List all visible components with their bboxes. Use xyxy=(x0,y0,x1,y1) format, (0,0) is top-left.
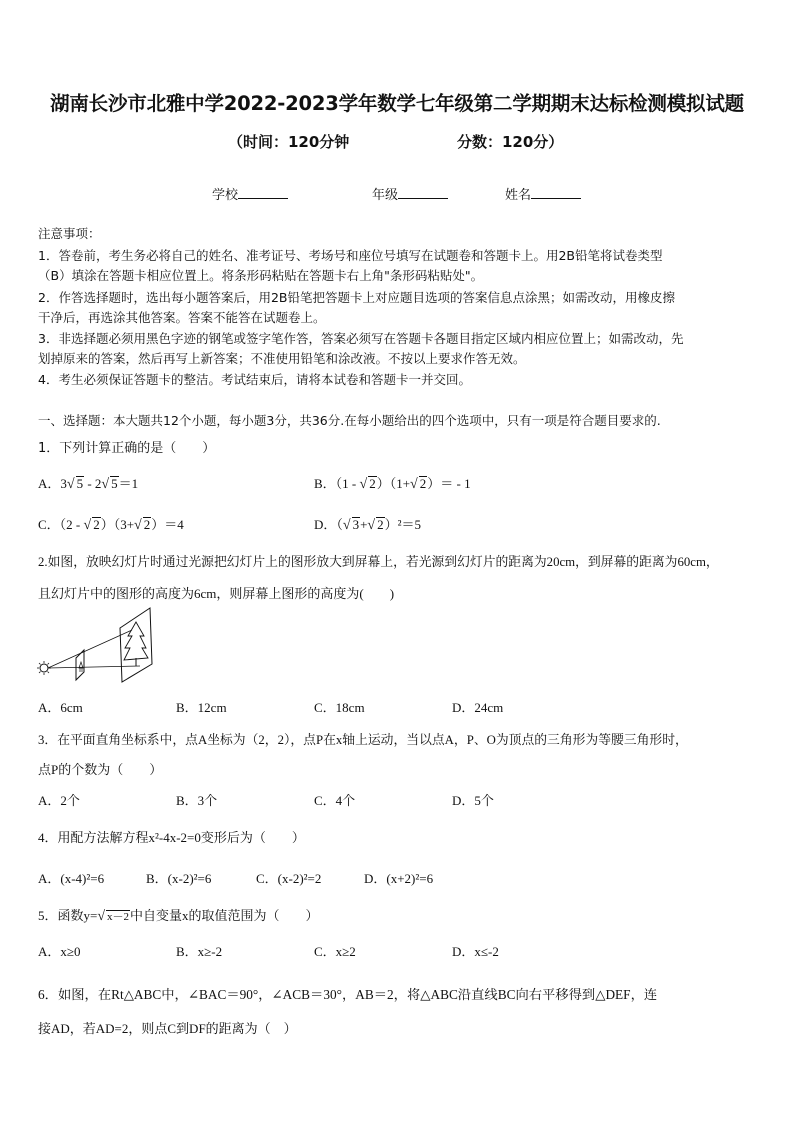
projector-figure xyxy=(36,606,160,684)
question-6-line: 接AD，若AD=2，则点C到DF的距离为（ ） xyxy=(38,1021,297,1036)
q5-option-c[interactable]: C．x≥2 xyxy=(314,944,356,959)
notice-line: 4．考生必须保证答题卡的整洁。考试结束后，请将本试卷和答题卡一并交回。 xyxy=(38,372,471,387)
notice-line: （B）填涂在答题卡相应位置上。将条形码粘贴在答题卡右上角"条形码粘贴处"。 xyxy=(38,268,484,283)
q1-option-c[interactable]: C．（2 - √ 2）（3+√ 2）＝4 xyxy=(38,517,184,533)
q2-option-d[interactable]: D．24cm xyxy=(452,700,504,715)
grade-label: 年级 xyxy=(372,188,399,203)
grade-blank[interactable] xyxy=(398,186,448,199)
name-field[interactable] xyxy=(505,184,581,203)
question-1-stem: 1．下列计算正确的是（ ） xyxy=(38,441,216,456)
question-5-stem: 5．函数y=√ x－2中自变量x的取值范围为（ ） xyxy=(38,908,319,924)
q1-option-a[interactable]: A．3√ 5 - 2√ 5＝1 xyxy=(38,476,139,492)
q5-option-d[interactable]: D．x≤-2 xyxy=(452,944,499,959)
q3-option-b[interactable]: B．3个 xyxy=(176,793,218,808)
exam-time: （时间：120分钟 xyxy=(228,133,350,151)
question-4-stem: 4．用配方法解方程x²-4x-2=0变形后为（ ） xyxy=(38,830,305,845)
q3-option-d[interactable]: D．5个 xyxy=(452,793,494,808)
school-label: 学校 xyxy=(212,188,239,203)
q2-option-c[interactable]: C．18cm xyxy=(314,700,365,715)
notice-line: 干净后，再选涂其他答案。答案不能答在试题卷上。 xyxy=(38,310,326,325)
q4-option-b[interactable]: B．(x-2)²=6 xyxy=(146,871,212,886)
section-heading: 一、选择题：本大题共12个小题，每小题3分，共36分.在每小题给出的四个选项中，只有一项是符合题目要求的. xyxy=(38,413,661,428)
q2-option-b[interactable]: B．12cm xyxy=(176,700,227,715)
school-blank[interactable] xyxy=(238,186,288,199)
name-label: 姓名 xyxy=(505,188,532,203)
notice-line: 2．作答选择题时，选出每小题答案后，用2B铅笔把答题卡上对应题目选项的答案信息点涂黑；如需改动，用橡皮擦 xyxy=(38,290,675,305)
q5-option-b[interactable]: B．x≥-2 xyxy=(176,944,223,959)
q1-option-d[interactable]: D．（√ 3+√ 2）²＝5 xyxy=(314,517,422,533)
notice-line: 划掉原来的答案，然后再写上新答案；不准使用铅笔和涂改液。不按以上要求作答无效。 xyxy=(38,351,526,366)
page-title: 湖南长沙市北雅中学2022-2023学年数学七年级第二学期期末达标检测模拟试题 xyxy=(50,92,744,115)
notice-line: 1．答卷前，考生务必将自己的姓名、准考证号、考场号和座位号填写在试题卷和答题卡上。用2B铅笔将试卷类型 xyxy=(38,248,663,263)
q4-option-c[interactable]: C．(x-2)²=2 xyxy=(256,871,322,886)
q4-option-d[interactable]: D．(x+2)²=6 xyxy=(364,871,434,886)
name-blank[interactable] xyxy=(531,186,581,199)
q5-option-a[interactable]: A．x≥0 xyxy=(38,944,81,959)
question-3-line: 点P的个数为（ ） xyxy=(38,762,163,777)
exam-score: 分数：120分） xyxy=(457,133,564,151)
question-2-line: 且幻灯片中的图形的高度为6cm，则屏幕上图形的高度为( ) xyxy=(38,586,395,601)
notice-line: 3．非选择题必须用黑色字迹的钢笔或签字笔作答，答案必须写在答题卡各题目指定区域内相应位置上；如需改动，先 xyxy=(38,331,684,346)
grade-field[interactable] xyxy=(372,184,448,203)
q1-option-b[interactable]: B．（1 - √ 2）（1+√ 2）＝ - 1 xyxy=(314,476,471,492)
q3-option-a[interactable]: A．2个 xyxy=(38,793,80,808)
question-3-line: 3．在平面直角坐标系中，点A坐标为（2，2），点P在x轴上运动，当以点A，P、O为顶点的三角形为等腰三角形时， xyxy=(38,733,688,747)
question-6-line: 6．如图，在Rt△ABC中，∠BAC＝90°，∠ACB＝30°，AB＝2，将△ABC沿直线BC向右平移得到△DEF，连 xyxy=(38,987,658,1002)
notice-heading: 注意事项： xyxy=(38,226,101,241)
school-field[interactable] xyxy=(212,184,288,203)
question-2-line: 2.如图，放映幻灯片时通过光源把幻灯片上的图形放大到屏幕上，若光源到幻灯片的距离为20cm，到屏幕的距离为60cm， xyxy=(38,555,719,569)
q4-option-a[interactable]: A．(x-4)²=6 xyxy=(38,871,105,886)
q2-option-a[interactable]: A．6cm xyxy=(38,700,83,715)
q3-option-c[interactable]: C．4个 xyxy=(314,793,356,808)
